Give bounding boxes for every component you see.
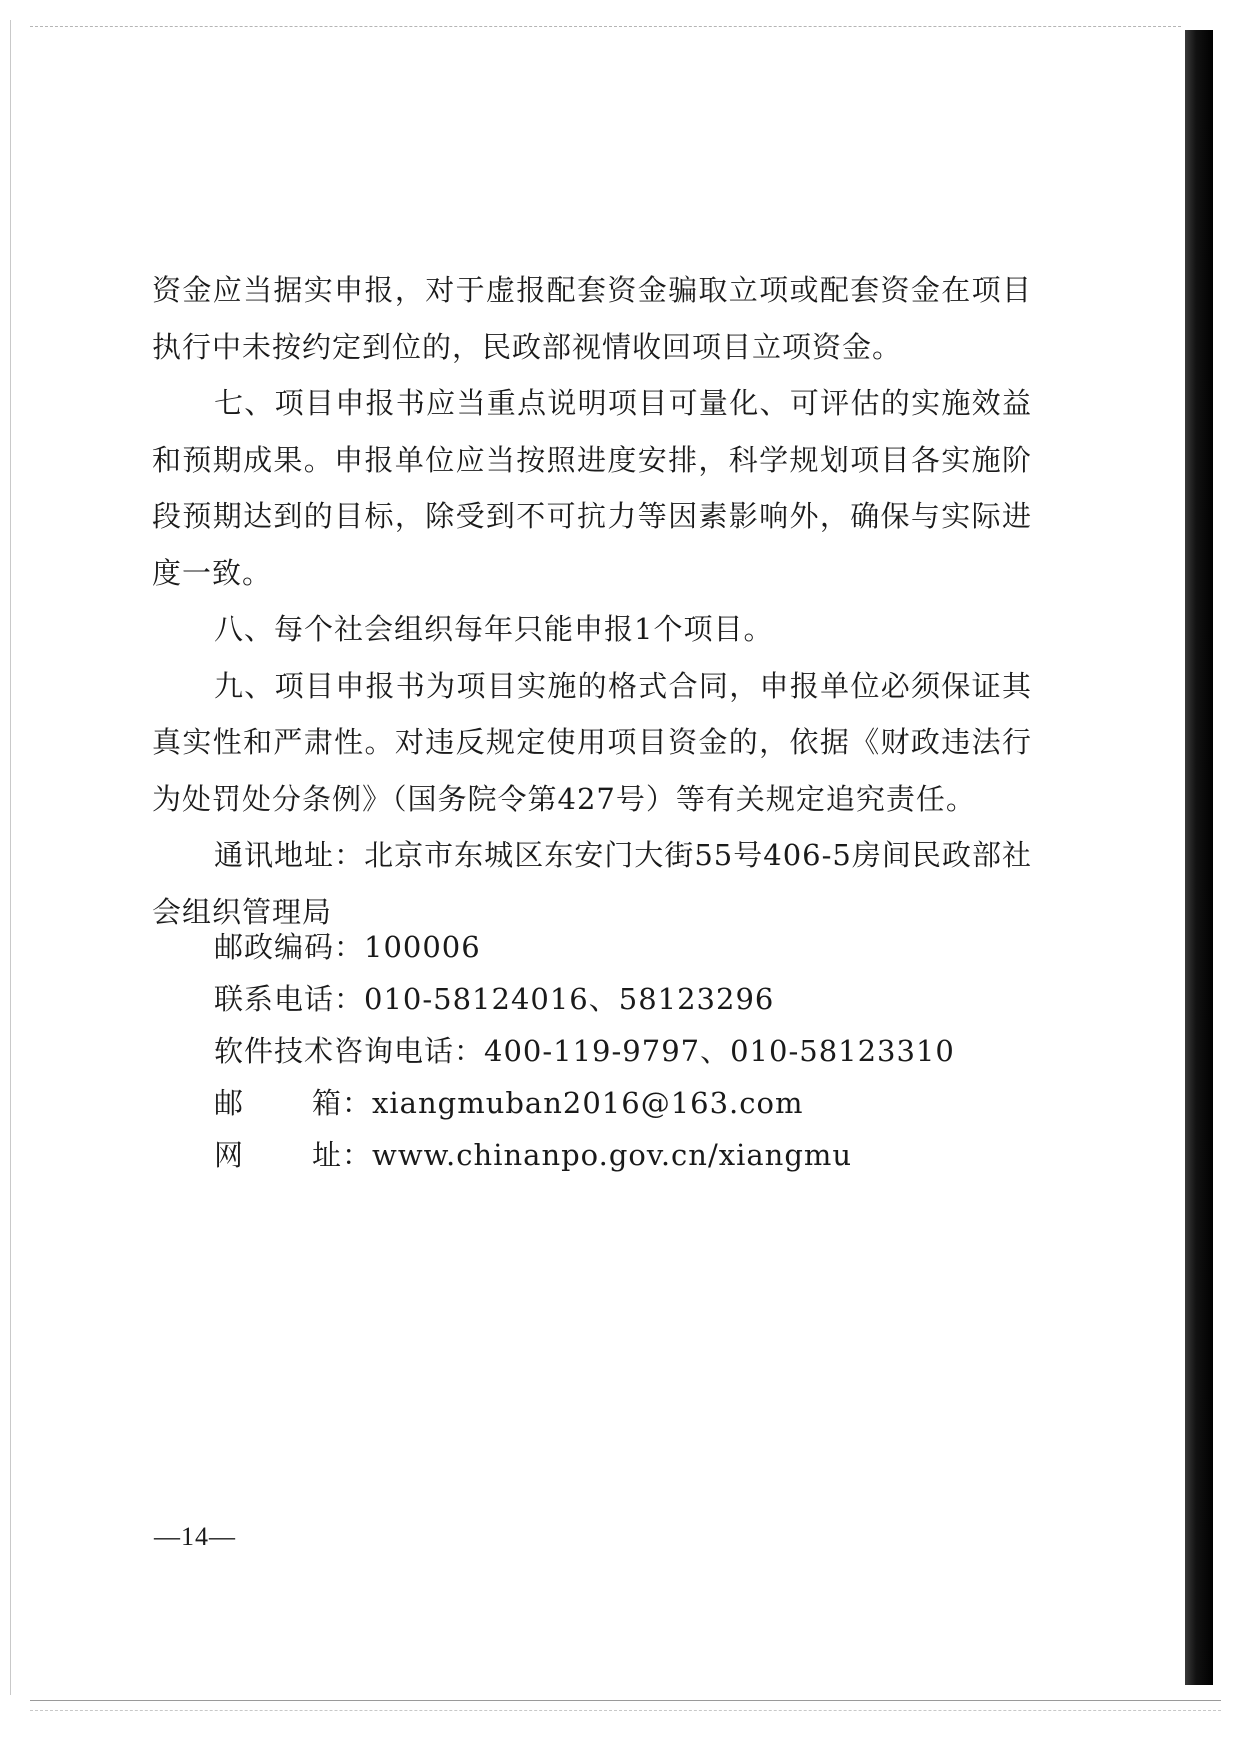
document-body (152, 262, 1032, 940)
paragraph-item-7: 七、项目申报书应当重点说明项目可量化、可评估的实施效益和预期成果。申报单位应当按照进度安排，科学规划项目各实施阶段预期达到的目标，除受到不可抗力等因素影响外，确保与实际进度一致。 (152, 386, 1032, 590)
page-number: —14— (154, 1522, 236, 1551)
paragraph-item-8: 八、每个社会组织每年只能申报1个项目。 (214, 612, 774, 646)
paragraph-item-9: 九、项目申报书为项目实施的格式合同，申报单位必须保证其真实性和严肃性。对违反规定使用项目资金的，依据《财政违法行为处罚处分条例》（国务院令第427号）等有关规定追究责任。 (152, 668, 1032, 816)
web-value: www.chinanpo.gov.cn/xiangmu (372, 1138, 853, 1172)
email-label-second: 箱： (312, 1086, 373, 1120)
scan-left-edge (10, 20, 11, 1695)
website-line (214, 1133, 852, 1174)
software-phone-line: 软件技术咨询电话：400-119-9797、010-58123310 (214, 1034, 955, 1068)
scan-bottom-edge (30, 1700, 1221, 1701)
web-label-first: 网 (214, 1138, 245, 1172)
web-label-second: 址： (312, 1138, 373, 1172)
scan-top-edge (30, 26, 1181, 27)
email-value: xiangmuban2016@163.com (372, 1086, 804, 1120)
scan-bottom-edge-dashed (30, 1710, 1221, 1711)
postcode-line: 邮政编码：100006 (214, 930, 481, 964)
paragraph-funding: 资金应当据实申报，对于虚报配套资金骗取立项或配套资金在项目执行中未按约定到位的，民政部视情收回项目立项资金。 (152, 273, 1032, 364)
scan-right-shadow (1185, 30, 1213, 1685)
email-line (214, 1081, 803, 1122)
email-label-first: 邮 (214, 1086, 245, 1120)
paragraph-address: 通讯地址：北京市东城区东安门大街55号406-5房间民政部社会组织管理局 (152, 838, 1032, 929)
phone-line: 联系电话：010-58124016、58123296 (214, 982, 775, 1016)
